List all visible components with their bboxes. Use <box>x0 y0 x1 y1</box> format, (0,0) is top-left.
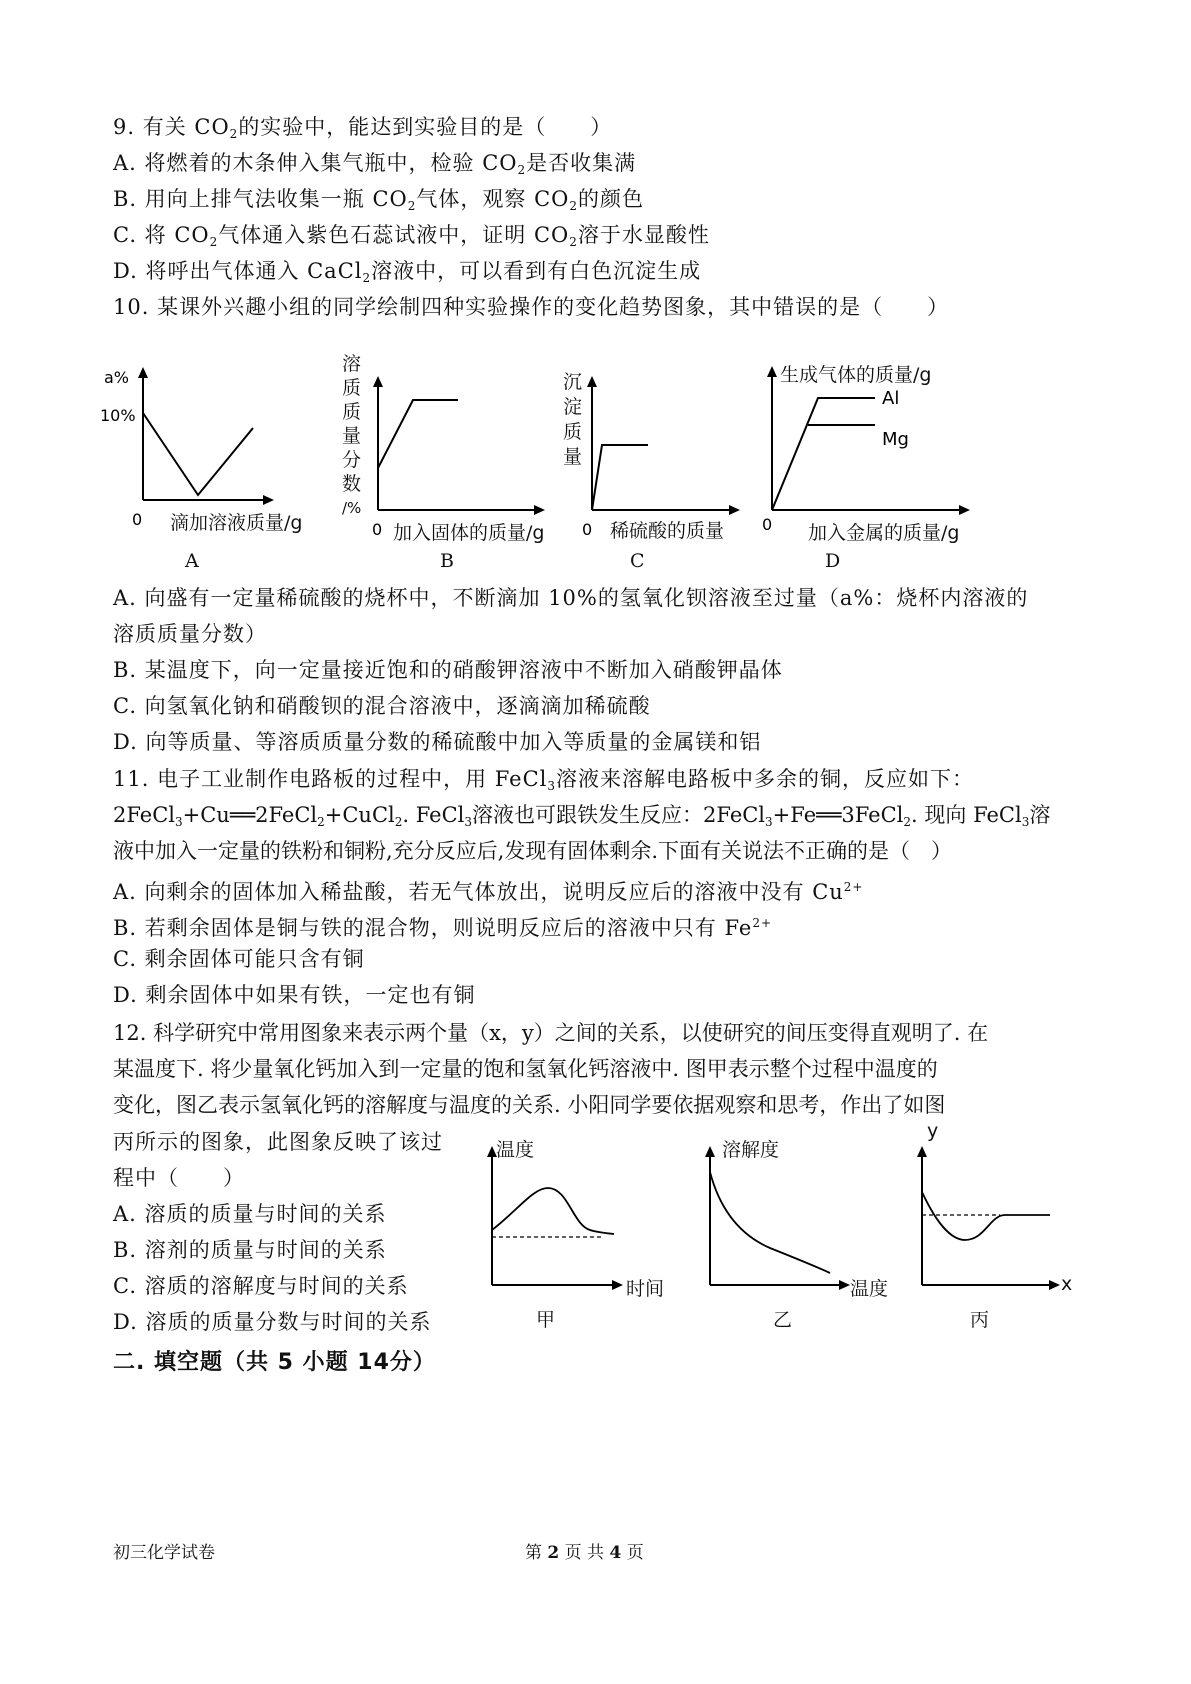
q12-figure-yi <box>700 1140 870 1330</box>
series-al-label: Al <box>882 388 900 409</box>
q12-figure-bing <box>910 1140 1090 1330</box>
q10-figure-c-letter: C <box>630 550 645 572</box>
q10-option-b: B. 某温度下，向一定量接近饱和的硝酸钾溶液中不断加入硝酸钾晶体 <box>113 658 783 682</box>
y-axis-arrow <box>767 366 777 377</box>
q11-option-a: A. 向剩余的固体加入稀盐酸，若无气体放出，说明反应后的溶液中没有 $Cu^{2+}$ <box>113 880 864 904</box>
q12-figure-yi-xlabel: 温度 <box>850 1278 889 1300</box>
q10-figure-d-xlabel: 加入金属的质量/g <box>808 522 960 544</box>
q11-option-c: C. 剩余固体可能只含有铜 <box>113 947 365 971</box>
q11-stem-line2: 2FeCl$_3$+Cu══2FeCl$_2$+CuCl$_2$. FeCl$_3$溶液也可跟铁发生反应：2FeCl$_3$+Fe══3FeCl$_2$. 现向 FeCl$_3$溶 <box>113 803 1051 829</box>
series-mg-label: Mg <box>882 429 909 450</box>
q12-figure-jia-xlabel: 时间 <box>626 1278 665 1300</box>
q12-stem-line1: 12. 科学研究中常用图象来表示两个量（x，y）之间的关系，以使研究的间压变得直观明了. 在 <box>113 1021 989 1045</box>
series-al-line <box>772 398 875 510</box>
q9-stem: 9. 有关 $CO_2$的实验中，能达到实验目的是（ ） <box>113 115 613 141</box>
q12-option-c: C. 溶质的溶解度与时间的关系 <box>113 1274 409 1298</box>
solubility-curve <box>710 1172 830 1273</box>
q10-figure-c-xlabel: 稀硫酸的质量 <box>610 520 725 542</box>
q9-option-d: D. 将呼出气体通入 CaCl$_2$溶液中，可以看到有白色沉淀生成 <box>113 259 702 285</box>
q10-option-a-line1: A. 向盛有一定量稀硫酸的烧杯中，不断滴加 10%的氢氧化钡溶液至过量（a%：烧杯内溶液的 <box>113 586 1029 610</box>
q12-figure-bing-caption: 丙 <box>970 1309 990 1331</box>
curve <box>143 413 253 495</box>
q12-option-d: D. 溶质的质量分数与时间的关系 <box>113 1310 432 1334</box>
origin: 0 <box>372 520 383 539</box>
q10-figure-a-letter: A <box>185 550 199 572</box>
x-axis-arrow <box>534 505 545 515</box>
q12-figure-bing-xlabel: x <box>1061 1273 1073 1295</box>
y-axis-arrow <box>917 1146 927 1157</box>
q10-figure-d-ylabel: 生成气体的质量/g <box>780 364 932 386</box>
temperature-curve <box>492 1188 614 1234</box>
q11-option-d: D. 剩余固体中如果有铁，一定也有铜 <box>113 983 476 1007</box>
q12-figure-yi-ylabel: 溶解度 <box>722 1139 780 1161</box>
q10-figure-b-letter: B <box>440 550 454 572</box>
x-axis-arrow <box>612 1280 623 1290</box>
q12-option-b: B. 溶剂的质量与时间的关系 <box>113 1238 387 1262</box>
q9-option-a: A. 将燃着的木条伸入集气瓶中，检验 $CO_2$是否收集满 <box>113 151 637 177</box>
x-axis-arrow <box>839 1280 850 1290</box>
q11-option-b: B. 若剩余固体是铜与铁的混合物，则说明反应后的溶液中只有 $Fe^{2+}$ <box>113 916 773 940</box>
curve <box>592 445 648 510</box>
q10-stem: 10. 某课外兴趣小组的同学绘制四种实验操作的变化趋势图象，其中错误的是（ ） <box>113 295 950 319</box>
x-axis-arrow <box>263 495 274 505</box>
origin: 0 <box>132 510 143 529</box>
q10-figure-b-xlabel: 加入固体的质量/g <box>393 522 545 544</box>
q12-figure-yi-caption: 乙 <box>773 1309 793 1331</box>
q9-option-b: B. 用向上排气法收集一瓶 $CO_2$气体，观察 $CO_2$的颜色 <box>113 187 644 213</box>
y-axis-arrow <box>373 376 383 387</box>
x-axis-arrow <box>1049 1280 1060 1290</box>
curve <box>378 400 458 468</box>
q11-stem-line3: 液中加入一定量的铁粉和铜粉,充分反应后,发现有固体剩余.下面有关说法不正确的是（ ） <box>113 839 953 863</box>
q12-stem-line4: 丙所示的图象，此图象反映了该过 <box>113 1130 443 1154</box>
q10-option-a-line2: 溶质质量分数） <box>113 622 267 646</box>
q12-stem-line3: 变化，图乙表示氢氧化钙的溶解度与温度的关系. 小阳同学要依据观察和思考，作出了如图 <box>113 1093 946 1117</box>
x-axis-arrow <box>729 505 740 515</box>
tick-label: 10% <box>100 406 136 425</box>
q12-stem-line2: 某温度下. 将少量氧化钙加入到一定量的饱和氢氧化钙溶液中. 图甲表示整个过程中温度的 <box>113 1057 938 1081</box>
q10-figure-a-xlabel: 滴加溶液质量/g <box>170 512 303 534</box>
q12-figure-jia-ylabel: 温度 <box>496 1139 535 1161</box>
section-heading-fill-in: 二. 填空题（共 5 小题 14分） <box>113 1350 436 1375</box>
q12-figure-bing-ylabel: y <box>927 1120 939 1142</box>
y-label: a% <box>104 368 130 387</box>
q11-stem-line1: 11. 电子工业制作电路板的过程中，用 FeCl$_3$溶液来溶解电路板中多余的铜，反应如下： <box>113 767 975 793</box>
y-axis-arrow <box>138 367 148 378</box>
q12-figure-jia-caption: 甲 <box>536 1309 556 1331</box>
q12-option-a: A. 溶质的质量与时间的关系 <box>113 1202 387 1226</box>
origin: 0 <box>762 515 773 534</box>
q12-figure-jia <box>478 1140 658 1330</box>
q10-option-c: C. 向氢氧化钠和硝酸钡的混合溶液中，逐滴滴加稀硫酸 <box>113 694 651 718</box>
y-axis-arrow <box>587 376 597 387</box>
footer-page-number: 第 2 页 共 4 页 <box>525 1543 644 1563</box>
q10-option-d: D. 向等质量、等溶质质量分数的稀硫酸中加入等质量的金属镁和铝 <box>113 730 762 754</box>
q10-figure-c-ylabel: 沉 淀 质 量 <box>563 371 583 468</box>
q9-option-c: C. 将 $CO_2$气体通入紫色石蕊试液中，证明 $CO_2$溶于水显酸性 <box>113 223 710 249</box>
q10-figure-a <box>100 365 330 565</box>
y-axis-arrow <box>705 1146 715 1157</box>
x-axis-arrow <box>959 505 970 515</box>
q10-figure-d-letter: D <box>825 550 841 572</box>
q10-figure-b-ylabel: 溶 质 质 量 分 数 /% <box>342 353 362 517</box>
footer-title: 初三化学试卷 <box>113 1543 215 1563</box>
q12-stem-line5: 程中（ ） <box>113 1166 245 1190</box>
y-curve <box>922 1192 1050 1240</box>
origin: 0 <box>582 520 593 539</box>
